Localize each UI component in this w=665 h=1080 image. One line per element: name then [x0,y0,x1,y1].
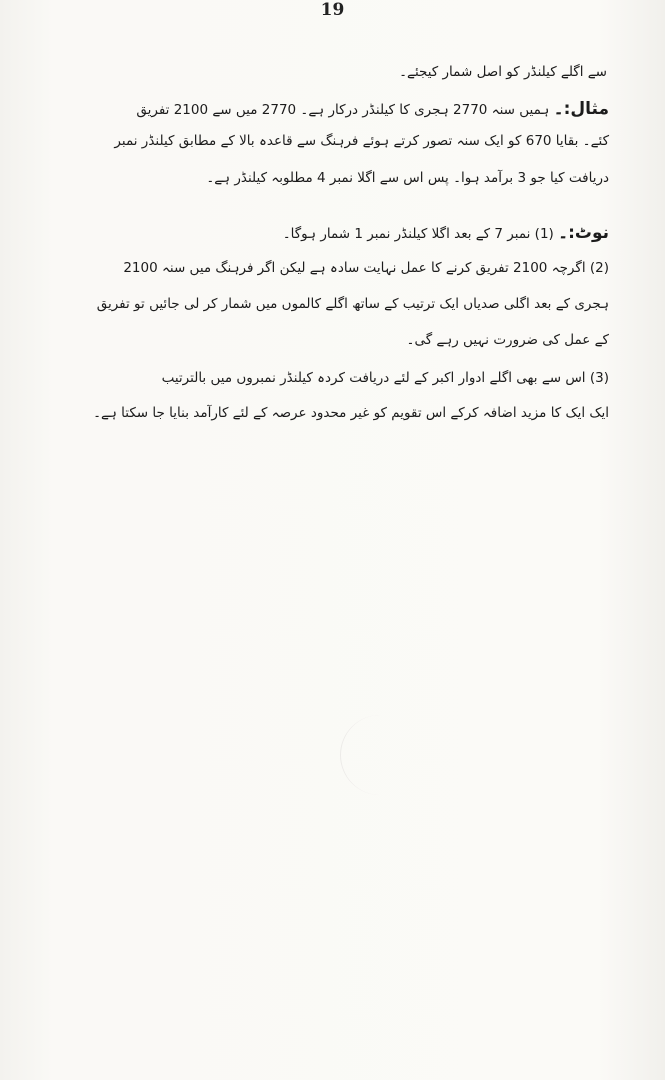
note-first-line [283,222,609,243]
note-item-2-line-1: (2) اگرچہ 2100 تفریق کرنے کا عمل نہایت سادہ ہے لیکن اگر فرہنگ میں سنہ 2100 [123,260,609,276]
note-label: نوٹ:۔ [558,223,609,243]
page-number: 19 [320,0,345,20]
note-item-1: (1) نمبر 7 کے بعد اگلا کیلنڈر نمبر 1 شمار ہوگا۔ [282,226,554,242]
note-item-3-line-2: ایک ایک کا مزید اضافہ کرکے اس تقویم کو غیر محدود عرصہ کے لئے کارآمد بنایا جا سکتا ہے۔ [93,405,609,421]
paper-crease [340,715,401,795]
note-item-2-line-2: ہجری کے بعد اگلی صدیاں ایک ترتیب کے ساتھ اگلے کالموں میں شمار کر لی جائیں تو تفریق [96,296,609,312]
example-label: مثال:۔ [553,99,609,119]
note-item-2-line-3: کے عمل کی ضرورت نہیں رہے گی۔ [406,332,609,348]
example-line-1: ہمیں سنہ 2770 ہجری کا کیلنڈر درکار ہے۔ 2770 میں سے 2100 تفریق [136,102,550,118]
note-item-3-line-1: (3) اس سے بھی اگلے ادوار اکبر کے لئے دریافت کردہ کیلنڈر نمبروں میں بالترتیب [161,370,609,386]
intro-line: سے اگلے کیلنڈر کو اصل شمار کیجئے۔ [399,64,607,80]
example-line-3: دریافت کیا جو 3 برآمد ہوا۔ پس اس سے اگلا نمبر 4 مطلوبہ کیلنڈر ہے۔ [206,170,609,186]
example-line-2: کئے۔ بقایا 670 کو ایک سنہ تصور کرتے ہوئے فرہنگ سے قاعدہ بالا کے مطابق کیلنڈر نمبر [114,133,609,149]
example-first-line [60,98,609,119]
